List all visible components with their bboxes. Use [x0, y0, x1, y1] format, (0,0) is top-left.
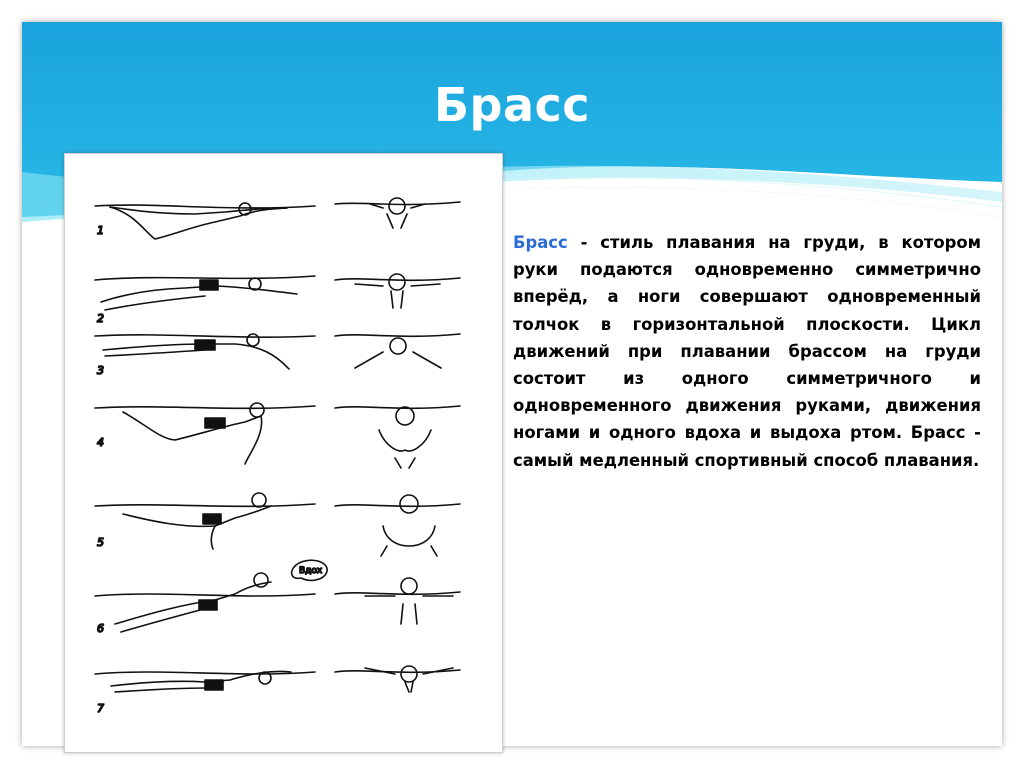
description-body: - стиль плавания на груди, в котором руки подаются одновременно симметрично вперёд, а ноги совершают одновременный толчок в горизонтальной плоскости. Цикл движений при плавании брассом на груди состоит из одного симметричного и одновременного движения руками, движения ногами и одного вдоха и выдоха ртом. Брасс - самый медленный спортивный способ плавания. [513, 233, 981, 470]
slide-title: Брасс [433, 78, 591, 132]
description-term: Брасс [513, 233, 568, 252]
breaststroke-illustration [64, 153, 503, 753]
row-1 [95, 198, 460, 239]
row-7 [95, 666, 460, 715]
svg-text:4: 4 [97, 436, 104, 449]
svg-text:3: 3 [97, 364, 104, 377]
svg-text:Вдох: Вдох [299, 566, 323, 576]
svg-text:6: 6 [97, 622, 104, 635]
row-6 [95, 560, 460, 635]
description-text [513, 229, 981, 474]
swimmer-drawings [65, 154, 502, 752]
row-3 [95, 334, 460, 377]
row-4 [95, 403, 460, 468]
svg-text:1: 1 [97, 224, 104, 237]
svg-text:5: 5 [97, 536, 104, 549]
svg-text:2: 2 [97, 312, 104, 325]
svg-text:7: 7 [97, 702, 104, 715]
row-5 [95, 493, 460, 556]
row-2 [95, 274, 460, 325]
